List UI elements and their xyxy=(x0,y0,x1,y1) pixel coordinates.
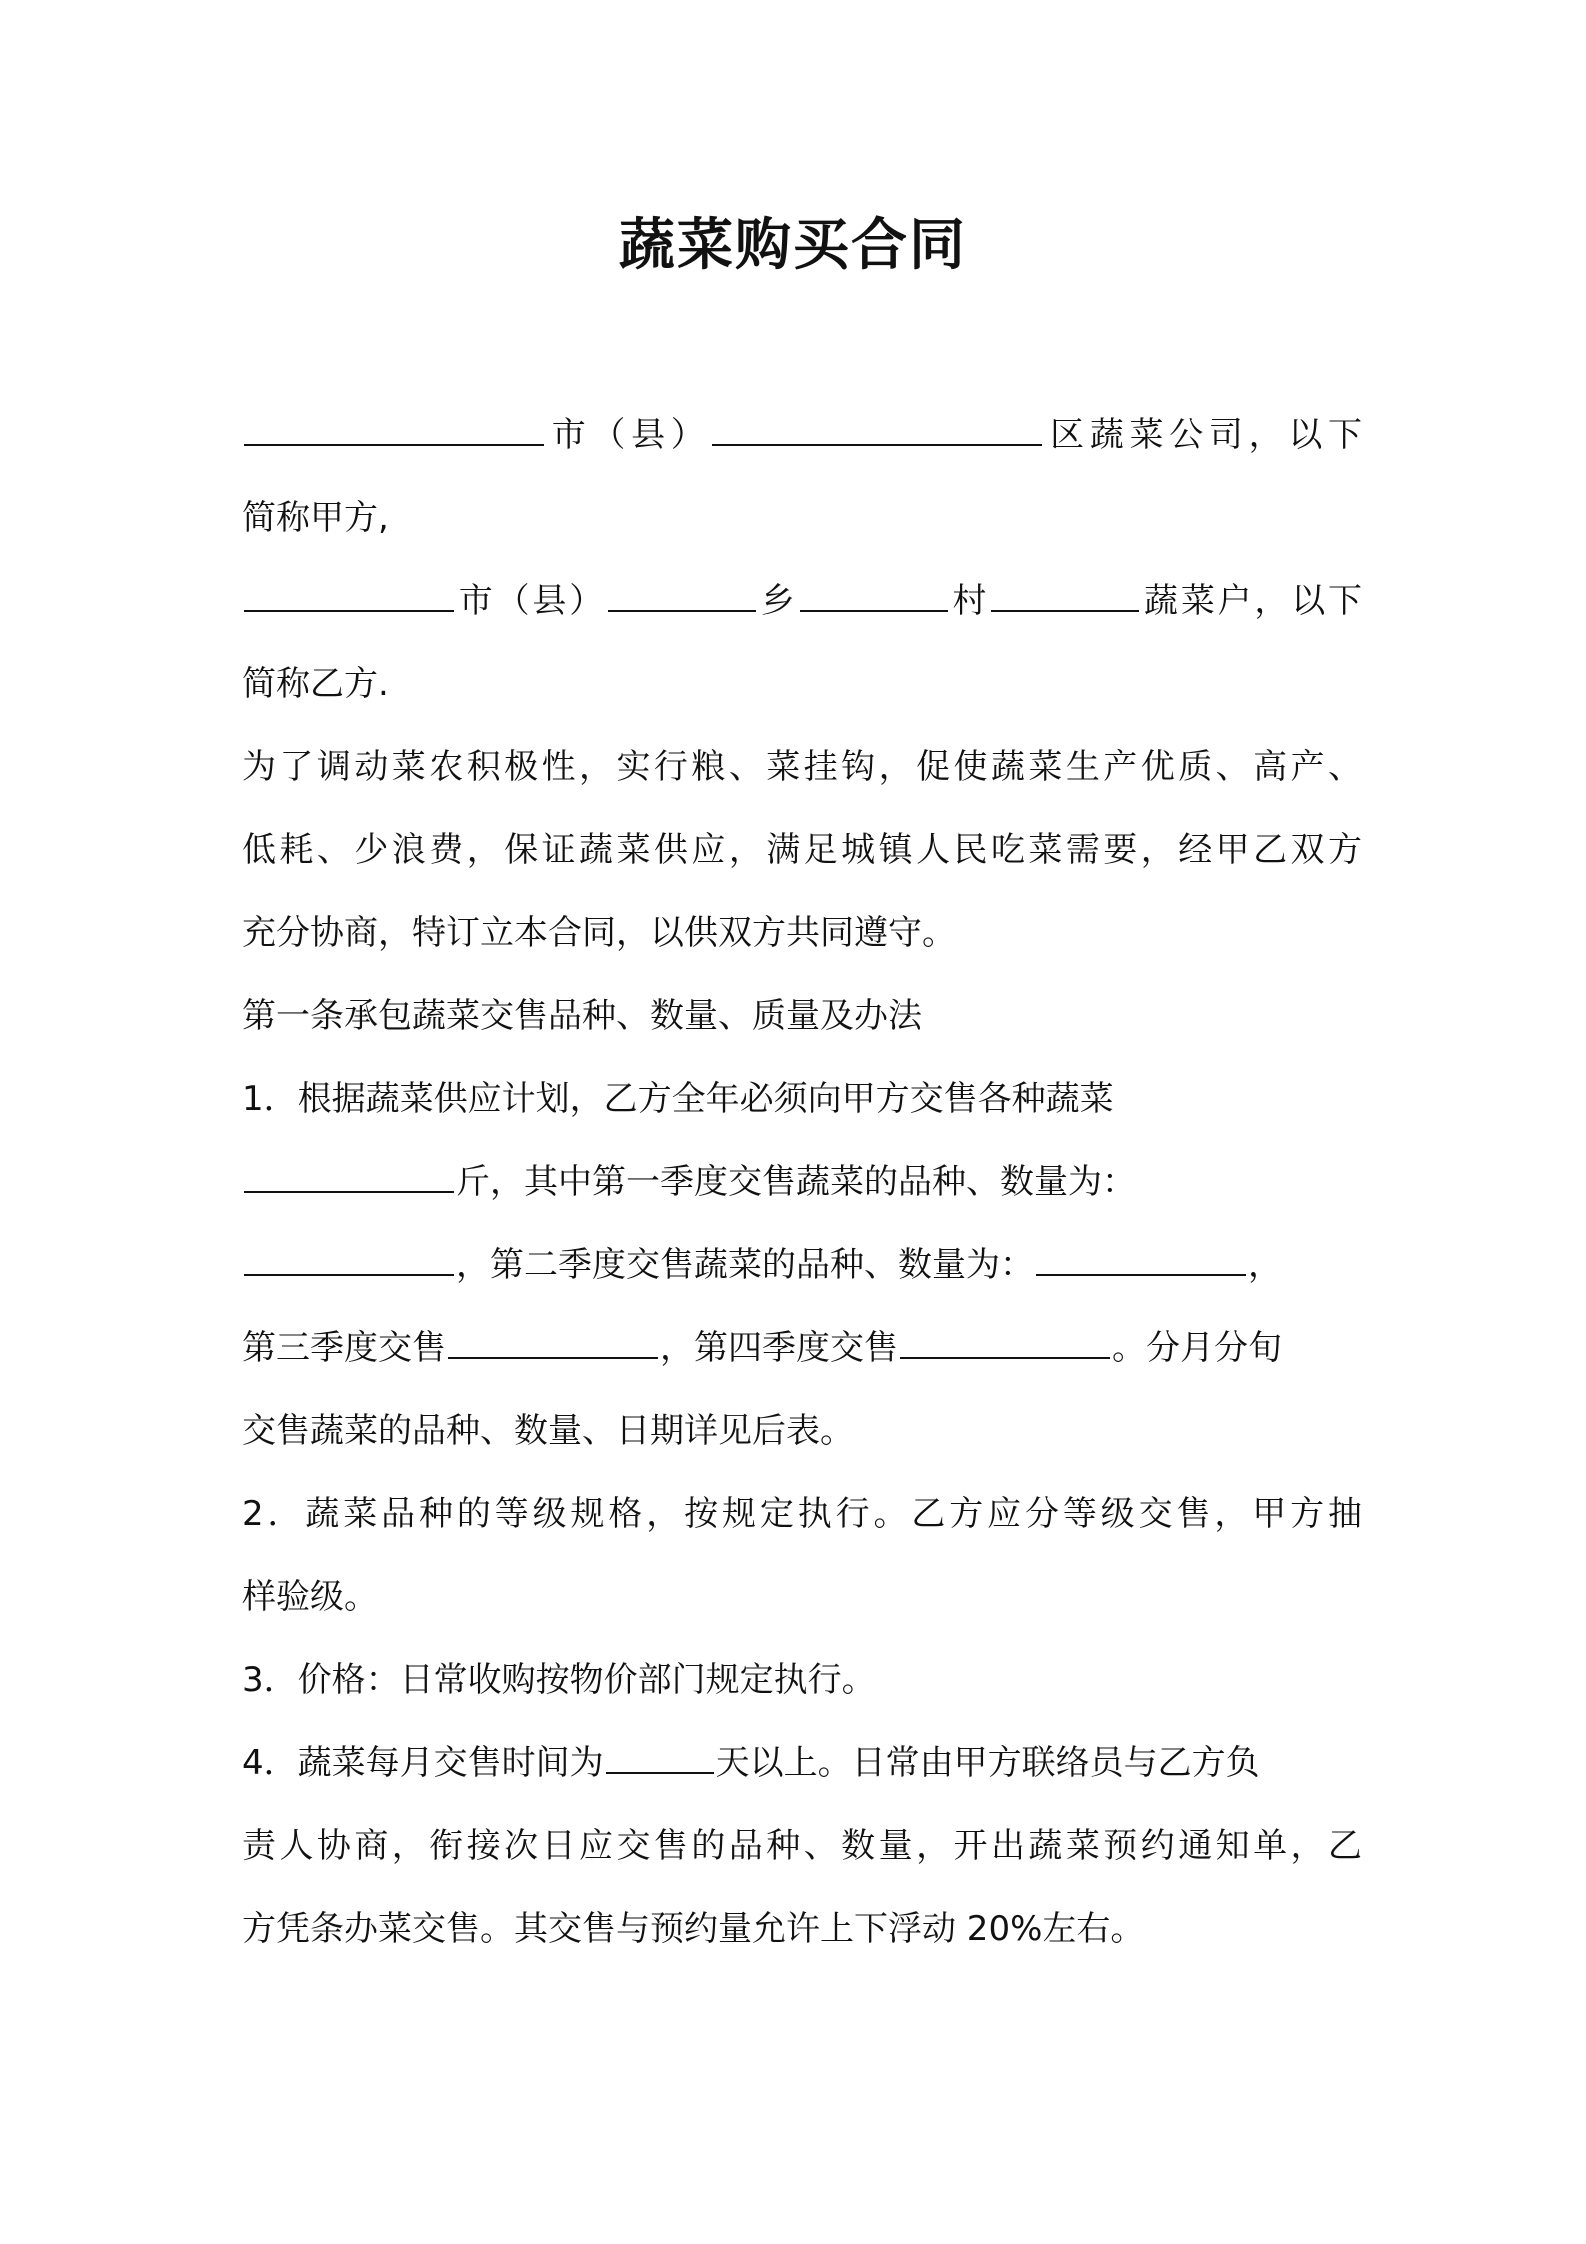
item-2-line-2: 样验级。 xyxy=(242,1577,378,1617)
item-4-text-start: 4．蔬菜每月交售时间为 xyxy=(242,1743,604,1783)
party-b-text-city: 市（县） xyxy=(456,581,606,621)
party-a-text-company: 区蔬菜公司，以下 xyxy=(1044,415,1363,455)
blank-q3-quantity[interactable] xyxy=(448,1329,658,1359)
blank-city-a[interactable] xyxy=(244,416,544,446)
item-4-line-2: 责人协商，衔接次日应交售的品种、数量，开出蔬菜预约通知单，乙 xyxy=(242,1826,1362,1866)
item-1-text-q2-end: ， xyxy=(1248,1245,1282,1285)
blank-city-b[interactable] xyxy=(244,582,454,612)
party-a-text-city: 市（县） xyxy=(546,415,711,455)
contract-title: 蔬菜购买合同 xyxy=(619,213,967,278)
item-4-line-3: 方凭条办菜交售。其交售与预约量允许上下浮动 20%左右。 xyxy=(242,1909,1145,1949)
blank-q2-quantity[interactable] xyxy=(1036,1246,1246,1276)
blank-q1-quantity[interactable] xyxy=(244,1246,454,1276)
blank-district-a[interactable] xyxy=(712,416,1042,446)
party-b-text-township: 乡 xyxy=(758,581,798,621)
article-1-heading: 第一条承包蔬菜交售品种、数量、质量及办法 xyxy=(242,996,922,1036)
intro-line-2: 低耗、少浪费，保证蔬菜供应，满足城镇人民吃菜需要，经甲乙双方 xyxy=(242,830,1362,870)
blank-days-per-month[interactable] xyxy=(606,1744,714,1774)
item-4-line-1 xyxy=(242,1722,1362,1805)
item-1-line-2 xyxy=(242,1141,1362,1224)
item-1-text-q2: ，第二季度交售蔬菜的品种、数量为： xyxy=(456,1245,1034,1285)
party-b-text-village: 村 xyxy=(949,581,990,621)
item-4-text-end: 天以上。日常由甲方联络员与乙方负 xyxy=(715,1743,1260,1783)
item-2-line-1: 2．蔬菜品种的等级规格，按规定执行。乙方应分等级交售，甲方抽 xyxy=(242,1494,1362,1534)
blank-annual-quantity[interactable] xyxy=(244,1163,454,1193)
item-1-text-monthly: 。分月分旬 xyxy=(1112,1328,1282,1368)
party-b-text-farmer: 蔬菜户，以下 xyxy=(1141,581,1363,621)
item-1-text-q1: 斤，其中第一季度交售蔬菜的品种、数量为： xyxy=(456,1162,1136,1202)
intro-line-3: 充分协商，特订立本合同，以供双方共同遵守。 xyxy=(242,913,956,953)
party-a-line-2: 简称甲方, xyxy=(242,498,389,538)
intro-line-1: 为了调动菜农积极性，实行粮、菜挂钩，促使蔬菜生产优质、高产、 xyxy=(242,747,1362,787)
item-3-line-1: 3．价格：日常收购按物价部门规定执行。 xyxy=(242,1660,876,1700)
item-1-text-q3: 第三季度交售 xyxy=(242,1328,446,1368)
blank-farmer-b[interactable] xyxy=(991,582,1139,612)
item-1-text-q4: ，第四季度交售 xyxy=(660,1328,898,1368)
item-1-line-5: 交售蔬菜的品种、数量、日期详见后表。 xyxy=(242,1411,854,1451)
party-a-line-1 xyxy=(242,394,1362,477)
blank-q4-quantity[interactable] xyxy=(900,1329,1110,1359)
contract-body xyxy=(242,394,1362,1971)
item-1-line-1: 1．根据蔬菜供应计划，乙方全年必须向甲方交售各种蔬菜 xyxy=(242,1079,1114,1119)
party-b-line-1 xyxy=(242,560,1362,643)
item-1-line-3 xyxy=(242,1224,1362,1307)
blank-village-b[interactable] xyxy=(800,582,948,612)
item-1-line-4 xyxy=(242,1307,1362,1390)
blank-township-b[interactable] xyxy=(608,582,756,612)
party-b-line-2: 简称乙方. xyxy=(242,664,389,704)
